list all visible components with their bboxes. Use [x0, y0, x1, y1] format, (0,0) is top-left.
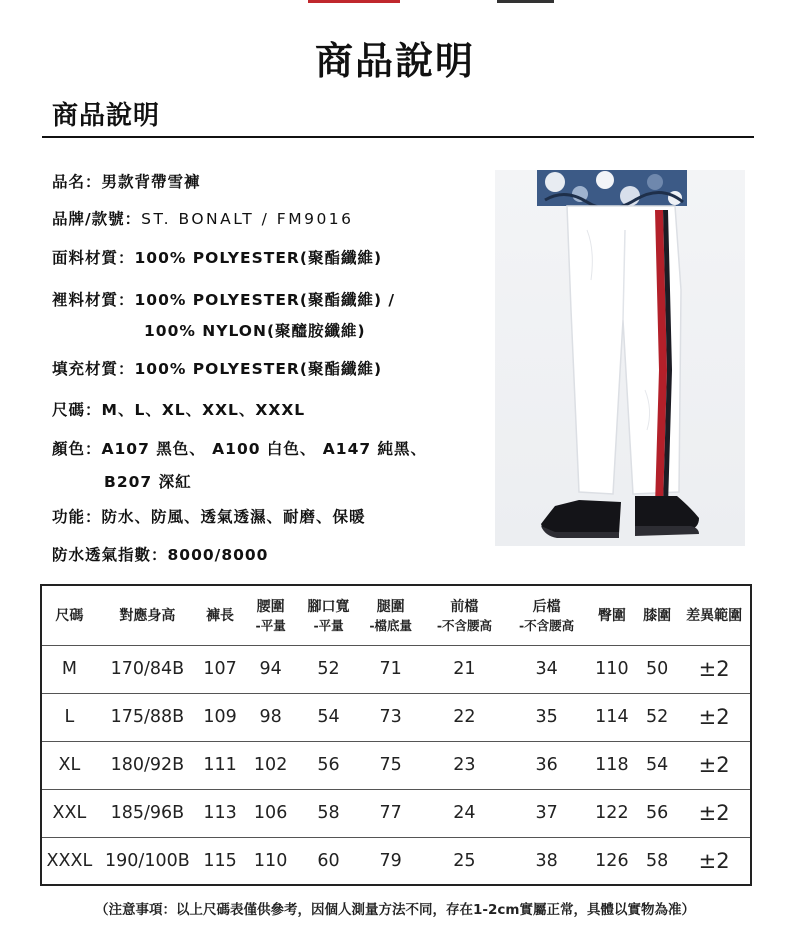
page-title: 商品說明 [314, 39, 475, 83]
table-cell: 35 [506, 693, 588, 741]
table-cell: 94 [242, 645, 299, 693]
spec-size-value: M、L、XL、XXL、XXXL [101, 401, 306, 419]
table-cell: 37 [506, 789, 588, 837]
table-cell: 115 [203, 850, 237, 871]
spec-waterproof-value: 8000/8000 [167, 546, 269, 564]
table-cell: 23 [423, 741, 505, 789]
table-cell: XL [41, 741, 97, 789]
spec-color-label: 顏色： [52, 440, 102, 458]
size-note: （注意事項：以上尺碼表僅供參考，因個人測量方法不同，存在1-2cm實屬正常，具體以實物為准） [95, 902, 695, 918]
top-accent-bar-dark [497, 0, 554, 3]
table-cell: 109 [198, 693, 242, 741]
spec-fabric-value: 100% POLYESTER(聚酯纖維) [134, 249, 383, 267]
table-cell: ±2 [678, 789, 751, 837]
table-row [41, 789, 751, 837]
table-cell: 77 [358, 789, 423, 837]
header-cell: 腳口寬 -平量 [299, 585, 358, 645]
table-cell: 185/96B [97, 789, 198, 837]
spec-waterproof [52, 543, 268, 565]
table-cell: 52 [299, 645, 358, 693]
spec-size [52, 398, 305, 420]
spec-function [52, 505, 366, 527]
spec-waterproof-label: 防水透氣指數： [52, 546, 168, 564]
spec-name [52, 170, 201, 192]
table-cell: 73 [358, 693, 423, 741]
header-cell: 前檔 -不含腰高 [423, 585, 505, 645]
table-cell: 118 [588, 741, 636, 789]
section-divider [42, 136, 754, 138]
table-cell: L [41, 693, 97, 741]
spec-brand [52, 207, 354, 229]
spec-fabric [52, 246, 382, 268]
table-cell: ±2 [678, 693, 751, 741]
spec-filling-label: 填充材質： [52, 360, 135, 378]
section-title: 商品說明 [52, 101, 161, 131]
table-cell: 52 [636, 693, 678, 741]
table-cell: 54 [636, 741, 678, 789]
table-cell: 25 [453, 850, 476, 871]
header-cell: 膝圍 [636, 585, 678, 645]
table-cell: 60 [317, 850, 340, 871]
table-row [41, 645, 751, 693]
table-cell: 54 [299, 693, 358, 741]
spec-function-label: 功能： [52, 508, 102, 526]
spec-name-value: 男款背帶雪褲 [101, 173, 201, 191]
table-cell: 106 [242, 789, 299, 837]
table-cell: 126 [595, 850, 629, 871]
header-cell: 腰圍 -平量 [242, 585, 299, 645]
snow-boots [541, 496, 699, 538]
table-cell: 50 [636, 645, 678, 693]
table-cell: 34 [506, 645, 588, 693]
header-cell: 對應身高 [97, 585, 198, 645]
table-cell: 170/84B [97, 645, 198, 693]
header-cell: 褲長 [198, 585, 242, 645]
table-cell: XXL [41, 789, 97, 837]
table-cell: 75 [358, 741, 423, 789]
header-cell: 腿圍 -檔底量 [358, 585, 423, 645]
size-table-header-row [41, 585, 751, 645]
size-table [40, 584, 752, 886]
product-photo-illustration [495, 170, 745, 546]
table-cell: 21 [423, 645, 505, 693]
spec-lining [52, 288, 396, 340]
spec-color-value-2: B207 深紅 [104, 473, 192, 491]
table-cell: 180/92B [97, 741, 198, 789]
table-cell: 36 [506, 741, 588, 789]
table-cell: M [41, 645, 97, 693]
table-cell: 122 [588, 789, 636, 837]
spec-color-value: A107 黑色、 A100 白色、 A147 純黑、 [101, 440, 428, 458]
header-cell: 后檔 -不含腰高 [506, 585, 588, 645]
table-cell: 107 [198, 645, 242, 693]
table-cell: 38 [535, 850, 558, 871]
spec-lining-value-2: 100% NYLON(聚醯胺纖維) [144, 322, 366, 340]
table-cell: 175/88B [97, 693, 198, 741]
table-cell: 110 [588, 645, 636, 693]
header-cell: 差異範圍 [678, 585, 751, 645]
top-accent-bar-red [308, 0, 400, 3]
table-row [41, 741, 751, 789]
table-cell: 58 [646, 850, 669, 871]
table-cell: 114 [588, 693, 636, 741]
header-cell: 臀圍 [588, 585, 636, 645]
table-row [41, 693, 751, 741]
table-cell: 22 [423, 693, 505, 741]
spec-brand-value: ST. BONALT / FM9016 [141, 210, 354, 228]
spec-filling-value: 100% POLYESTER(聚酯纖維) [134, 360, 383, 378]
table-cell: ±2 [698, 848, 730, 873]
table-cell: 110 [253, 850, 288, 871]
table-cell: 58 [299, 789, 358, 837]
spec-name-label: 品名： [52, 173, 102, 191]
table-cell: 111 [198, 741, 242, 789]
table-row [41, 837, 751, 885]
spec-size-label: 尺碼： [52, 401, 102, 419]
table-cell: 190/100B [105, 850, 190, 871]
table-cell: XXXL [46, 850, 93, 871]
spec-color [52, 437, 428, 491]
jacket-hem [537, 170, 687, 209]
spec-filling [52, 357, 382, 379]
spec-lining-value: 100% POLYESTER(聚酯纖維) / [134, 291, 396, 309]
table-cell: 71 [358, 645, 423, 693]
table-cell: 113 [198, 789, 242, 837]
table-cell: 102 [242, 741, 299, 789]
spec-function-value: 防水、防風、透氣透濕、耐磨、保暖 [101, 508, 366, 526]
spec-fabric-label: 面料材質： [52, 249, 135, 267]
table-cell: ±2 [678, 741, 751, 789]
spec-lining-label: 裡料材質： [52, 291, 135, 309]
table-cell: 79 [379, 850, 402, 871]
table-cell: 56 [636, 789, 678, 837]
spec-brand-label: 品牌/款號： [52, 210, 142, 228]
table-cell: 56 [299, 741, 358, 789]
table-cell: ±2 [678, 645, 751, 693]
header-cell: 尺碼 [41, 585, 97, 645]
table-cell: 98 [242, 693, 299, 741]
table-cell: 24 [423, 789, 505, 837]
product-photo [495, 170, 745, 546]
